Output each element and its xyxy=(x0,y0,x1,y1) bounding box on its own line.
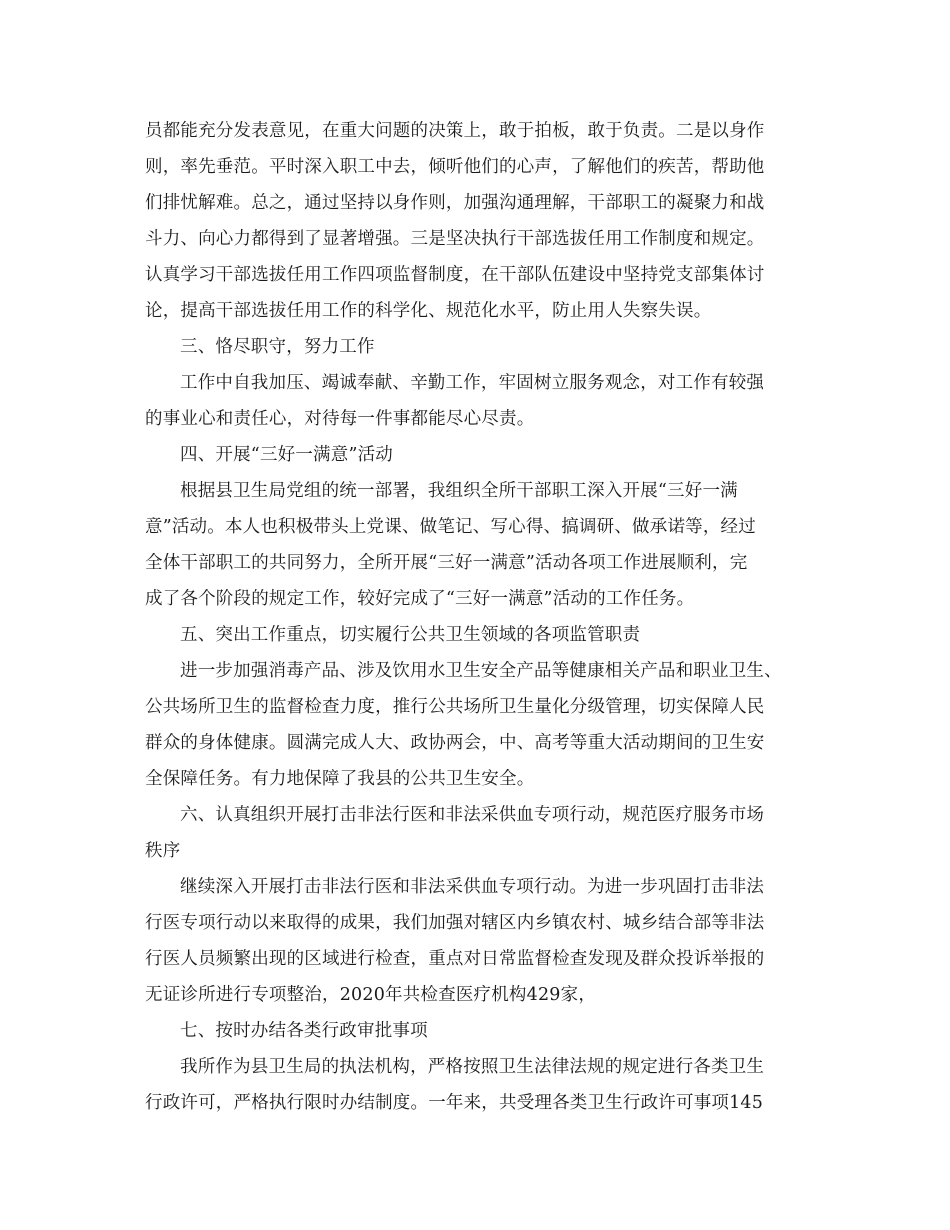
text-line: 无证诊所进行专项整治，2020年共检查医疗机构429家， xyxy=(145,985,597,1005)
text-line: 行医人员频繁出现的区域进行检查，重点对日常监督检查发现及群众投诉举报的 xyxy=(145,949,765,969)
text-line: 成了各个阶段的规定工作，较好完成了“三好一满意”活动的工作任务。 xyxy=(145,589,695,609)
section-heading: 三、恪尽职守，努力工作 xyxy=(180,337,375,357)
text-line: 意”活动。本人也积极带头上党课、做笔记、写心得、搞调研、做承诺等，经过 xyxy=(145,517,756,537)
text-line: 行医专项行动以来取得的成果，我们加强对辖区内乡镇农村、城乡结合部等非法 xyxy=(145,913,765,933)
section-heading: 秩序 xyxy=(145,841,181,861)
text-line: 根据县卫生局党组的统一部署，我组织全所干部职工深入开展“三好一满 xyxy=(180,481,738,501)
text-line: 进一步加强消毒产品、涉及饮用水卫生安全产品等健康相关产品和职业卫生、 xyxy=(180,661,782,681)
text-line: 斗力、向心力都得到了显著增强。三是坚决执行干部选拔任用工作制度和规定。 xyxy=(145,229,765,249)
text-line: 我所作为县卫生局的执法机构，严格按照卫生法律法规的规定进行各类卫生 xyxy=(180,1057,765,1077)
section-heading: 五、突出工作重点，切实履行公共卫生领域的各项监管职责 xyxy=(180,625,641,645)
text-line: 行政许可，严格执行限时办结制度。一年来，共受理各类卫生行政许可事项145 xyxy=(145,1093,764,1113)
text-line: 继续深入开展打击非法行医和非法采供血专项行动。为进一步巩固打击非法 xyxy=(180,877,765,897)
section-heading: 七、按时办结各类行政审批事项 xyxy=(180,1021,428,1041)
text-line: 们排忧解难。总之，通过坚持以身作则，加强沟通理解，干部职工的凝聚力和战 xyxy=(145,193,765,213)
text-line: 论，提高干部选拔任用工作的科学化、规范化水平，防止用人失察失误。 xyxy=(145,301,712,321)
section-heading: 六、认真组织开展打击非法行医和非法采供血专项行动，规范医疗服务市场 xyxy=(180,805,765,825)
text-line: 员都能充分发表意见，在重大问题的决策上，敢于拍板，敢于负责。二是以身作 xyxy=(145,121,765,141)
text-line: 全保障任务。有力地保障了我县的公共卫生安全。 xyxy=(145,769,535,789)
text-line: 的事业心和责任心，对待每一件事都能尽心尽责。 xyxy=(145,409,535,429)
text-line: 全体干部职工的共同努力，全所开展“三好一满意”活动各项工作进展顺利，完 xyxy=(145,553,748,573)
section-heading: 四、开展“三好一满意”活动 xyxy=(180,445,393,465)
text-line: 认真学习干部选拔任用工作四项监督制度，在干部队伍建设中坚持党支部集体讨 xyxy=(145,265,765,285)
text-line: 工作中自我加压、竭诚奉献、辛勤工作，牢固树立服务观念，对工作有较强 xyxy=(180,373,765,393)
text-line: 群众的身体健康。圆满完成人大、政协两会，中、高考等重大活动期间的卫生安 xyxy=(145,733,765,753)
text-line: 则，率先垂范。平时深入职工中去，倾听他们的心声，了解他们的疾苦，帮助他 xyxy=(145,157,765,177)
text-line: 公共场所卫生的监督检查力度，推行公共场所卫生量化分级管理，切实保障人民 xyxy=(145,697,765,717)
